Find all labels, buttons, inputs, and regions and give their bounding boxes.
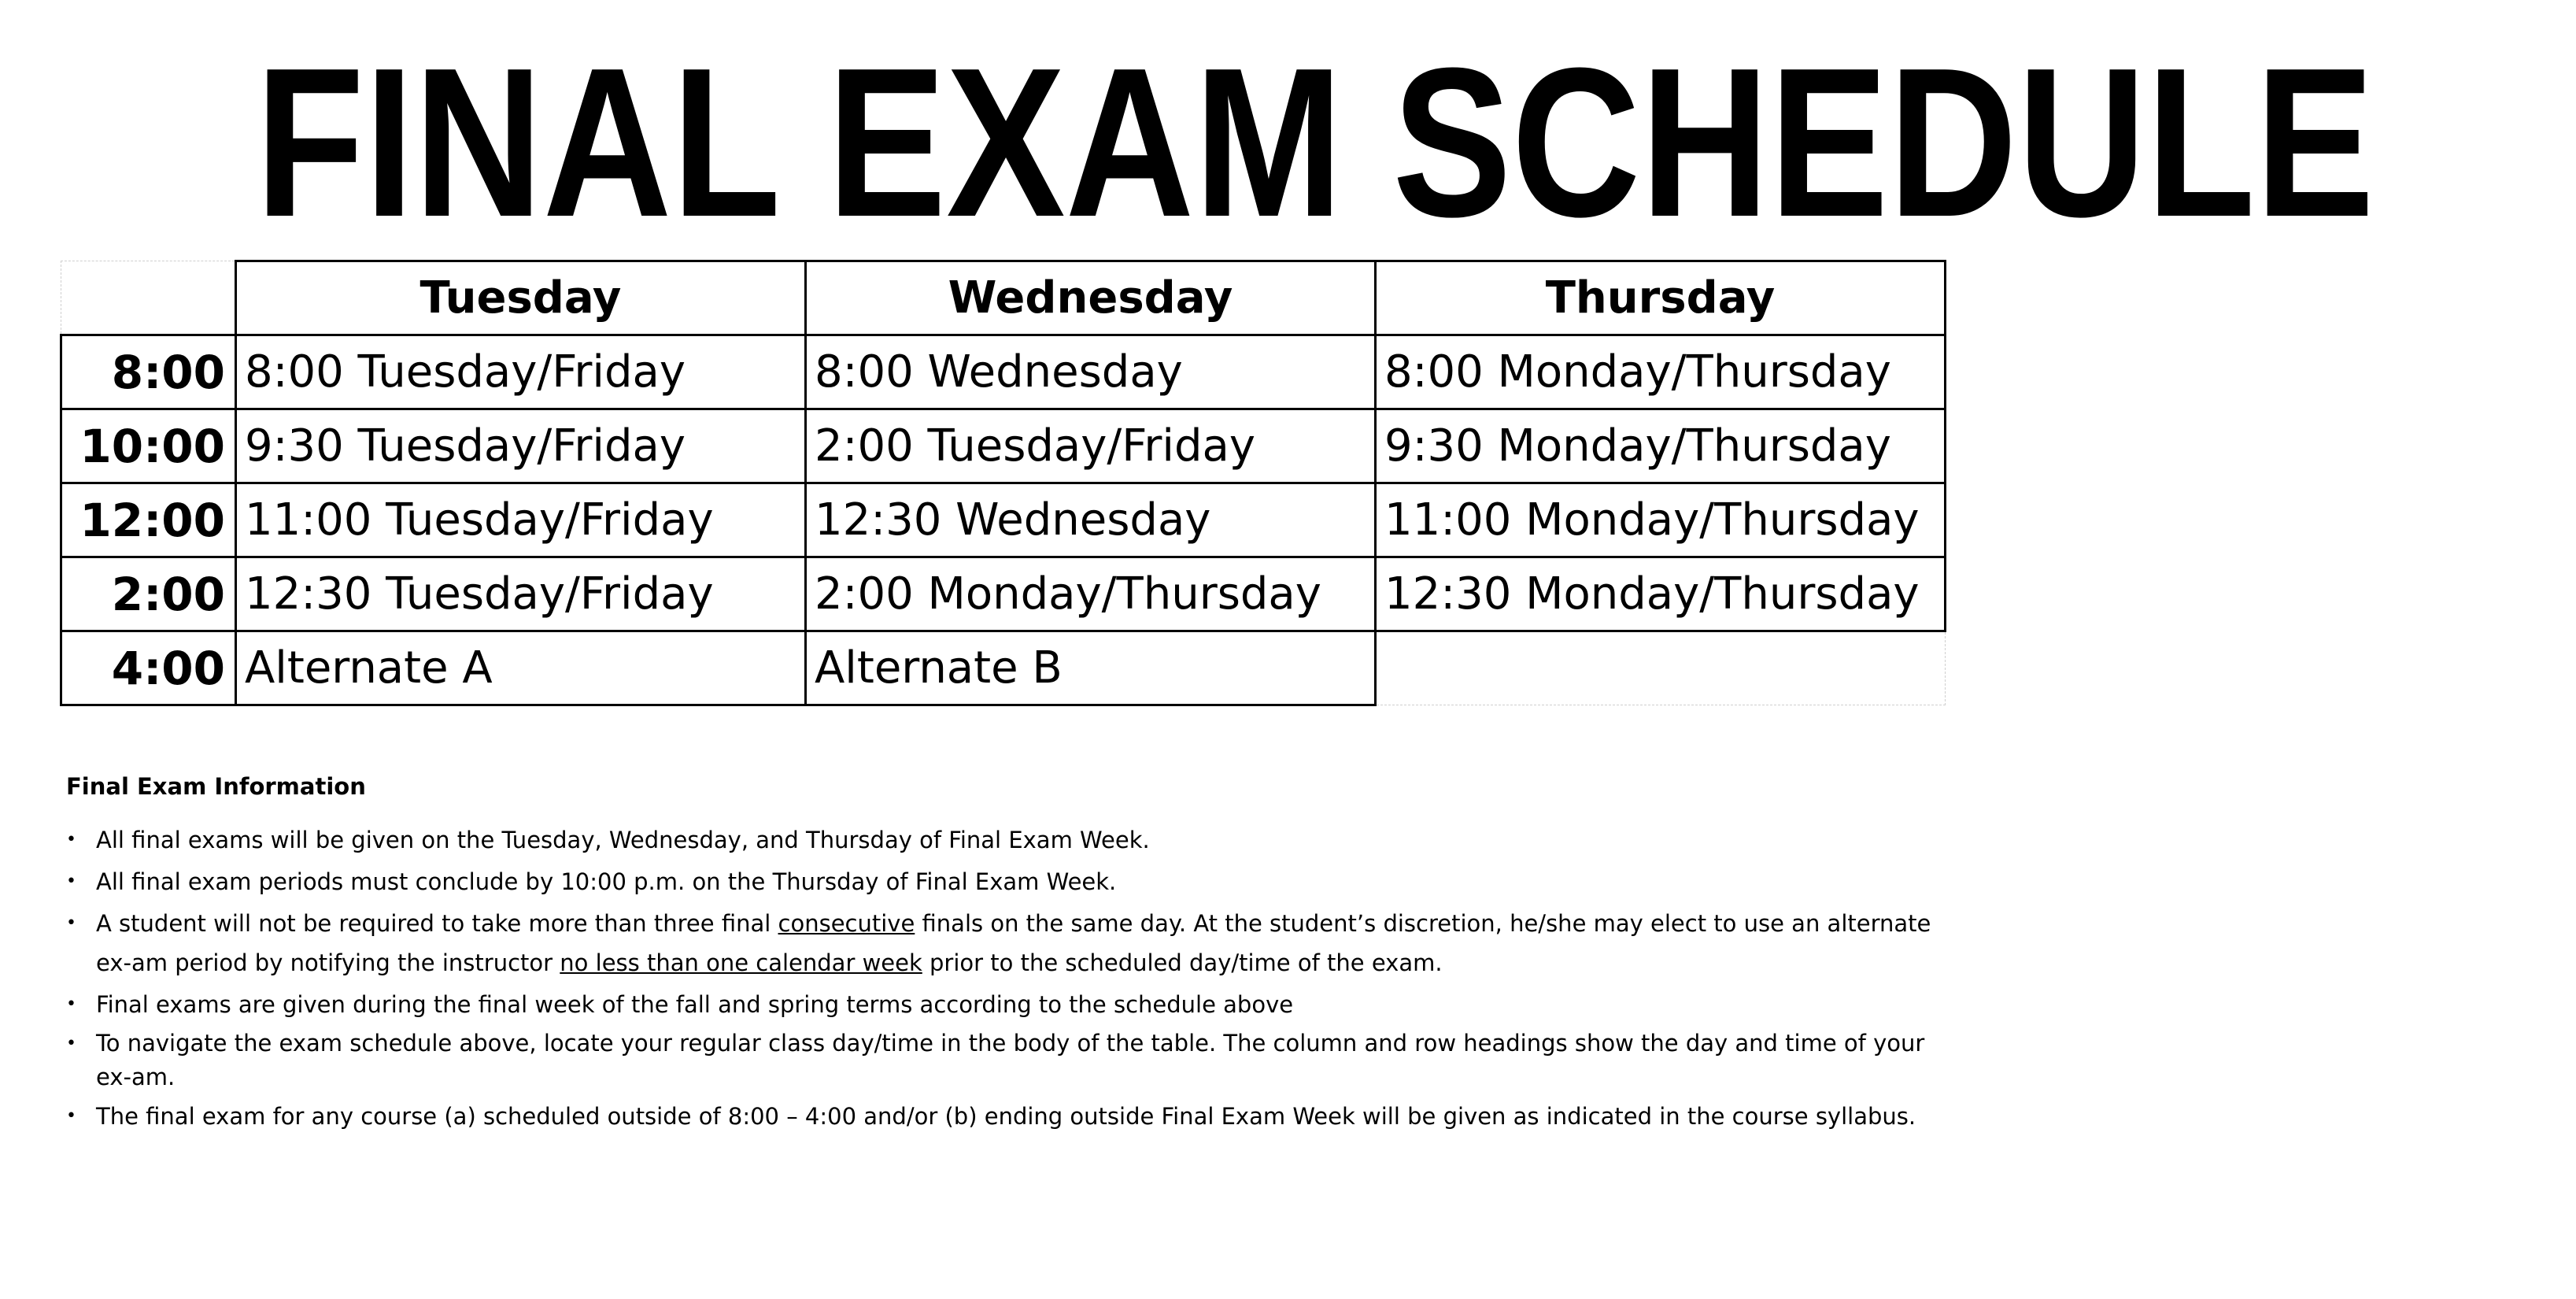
list-item-text-part: A student will not be required to take more than three final xyxy=(96,910,778,937)
slot-cell: 9:30 Monday/Thursday xyxy=(1376,409,1946,483)
underlined-text: consecutive xyxy=(778,910,915,937)
time-header: 4:00 xyxy=(61,631,236,705)
time-header: 12:00 xyxy=(61,483,236,557)
slot-cell: Alternate B xyxy=(806,631,1376,705)
info-list xyxy=(66,820,1955,1136)
time-header: 2:00 xyxy=(61,557,236,631)
corner-cell xyxy=(61,261,236,335)
slot-cell: 8:00 Tuesday/Friday xyxy=(236,335,806,409)
list-item-text: All final exams will be given on the Tuesday, Wednesday, and Thursday of Final Exam Week. xyxy=(96,827,1150,853)
underlined-text: no less than one calendar week xyxy=(560,949,922,976)
list-item xyxy=(66,1097,1955,1136)
list-item xyxy=(66,1027,1955,1094)
bullet-icon: • xyxy=(66,872,76,891)
list-item xyxy=(66,904,1955,983)
exam-schedule-table xyxy=(60,260,1946,706)
list-item-text-part: prior to the scheduled day/time of the exam. xyxy=(922,949,1443,976)
slot-cell: 2:00 Monday/Thursday xyxy=(806,557,1376,631)
slot-cell: 2:00 Tuesday/Friday xyxy=(806,409,1376,483)
slot-cell: 9:30 Tuesday/Friday xyxy=(236,409,806,483)
slot-cell: 11:00 Monday/Thursday xyxy=(1376,483,1946,557)
list-item xyxy=(66,985,1955,1024)
list-item-text: All final exam periods must conclude by 10:00 p.m. on the Thursday of Final Exam Week. xyxy=(96,868,1117,895)
slot-cell: 12:30 Wednesday xyxy=(806,483,1376,557)
page-title-text: FINAL EXAM SCHEDULE xyxy=(255,24,2375,261)
table-row xyxy=(61,631,1946,705)
list-item-text-part: finals on the same day. At the student’s discretion, he/she may elect to use an alternate ex-am period by notifying the instructor xyxy=(96,910,1931,976)
list-item-text: Final exams are given during the final week of the fall and spring terms according to the schedule above xyxy=(96,991,1294,1018)
empty-slot-cell xyxy=(1376,631,1946,705)
final-exam-information xyxy=(66,768,1955,1138)
list-item xyxy=(66,862,1955,901)
table-row xyxy=(61,409,1946,483)
bullet-icon: • xyxy=(66,1106,76,1126)
bullet-icon: • xyxy=(66,994,76,1014)
table-row xyxy=(61,483,1946,557)
day-header-wednesday: Wednesday xyxy=(806,261,1376,335)
slot-cell: 12:30 Tuesday/Friday xyxy=(236,557,806,631)
list-item xyxy=(66,820,1955,860)
slot-cell: 8:00 Wednesday xyxy=(806,335,1376,409)
info-heading: Final Exam Information xyxy=(66,773,366,800)
slot-cell: Alternate A xyxy=(236,631,806,705)
list-item-text xyxy=(96,910,1931,976)
slot-cell: 8:00 Monday/Thursday xyxy=(1376,335,1946,409)
time-header: 10:00 xyxy=(61,409,236,483)
slot-cell: 11:00 Tuesday/Friday xyxy=(236,483,806,557)
bullet-icon: • xyxy=(66,1034,76,1053)
list-item-text: The final exam for any course (a) scheduled outside of 8:00 – 4:00 and/or (b) ending outside Final Exam Week will be given as indicated in the course syllabus. xyxy=(96,1103,1916,1130)
bullet-icon: • xyxy=(66,913,76,933)
slot-cell: 12:30 Monday/Thursday xyxy=(1376,557,1946,631)
day-header-thursday: Thursday xyxy=(1376,261,1946,335)
time-header: 8:00 xyxy=(61,335,236,409)
day-header-tuesday: Tuesday xyxy=(236,261,806,335)
page-title xyxy=(54,24,2375,261)
table-row xyxy=(61,335,1946,409)
list-item-text: To navigate the exam schedule above, locate your regular class day/time in the body of the table. The column and row headings show the day and time of your ex-am. xyxy=(96,1030,1925,1090)
table-row xyxy=(61,557,1946,631)
bullet-icon: • xyxy=(66,830,76,849)
day-header-row xyxy=(61,261,1946,335)
